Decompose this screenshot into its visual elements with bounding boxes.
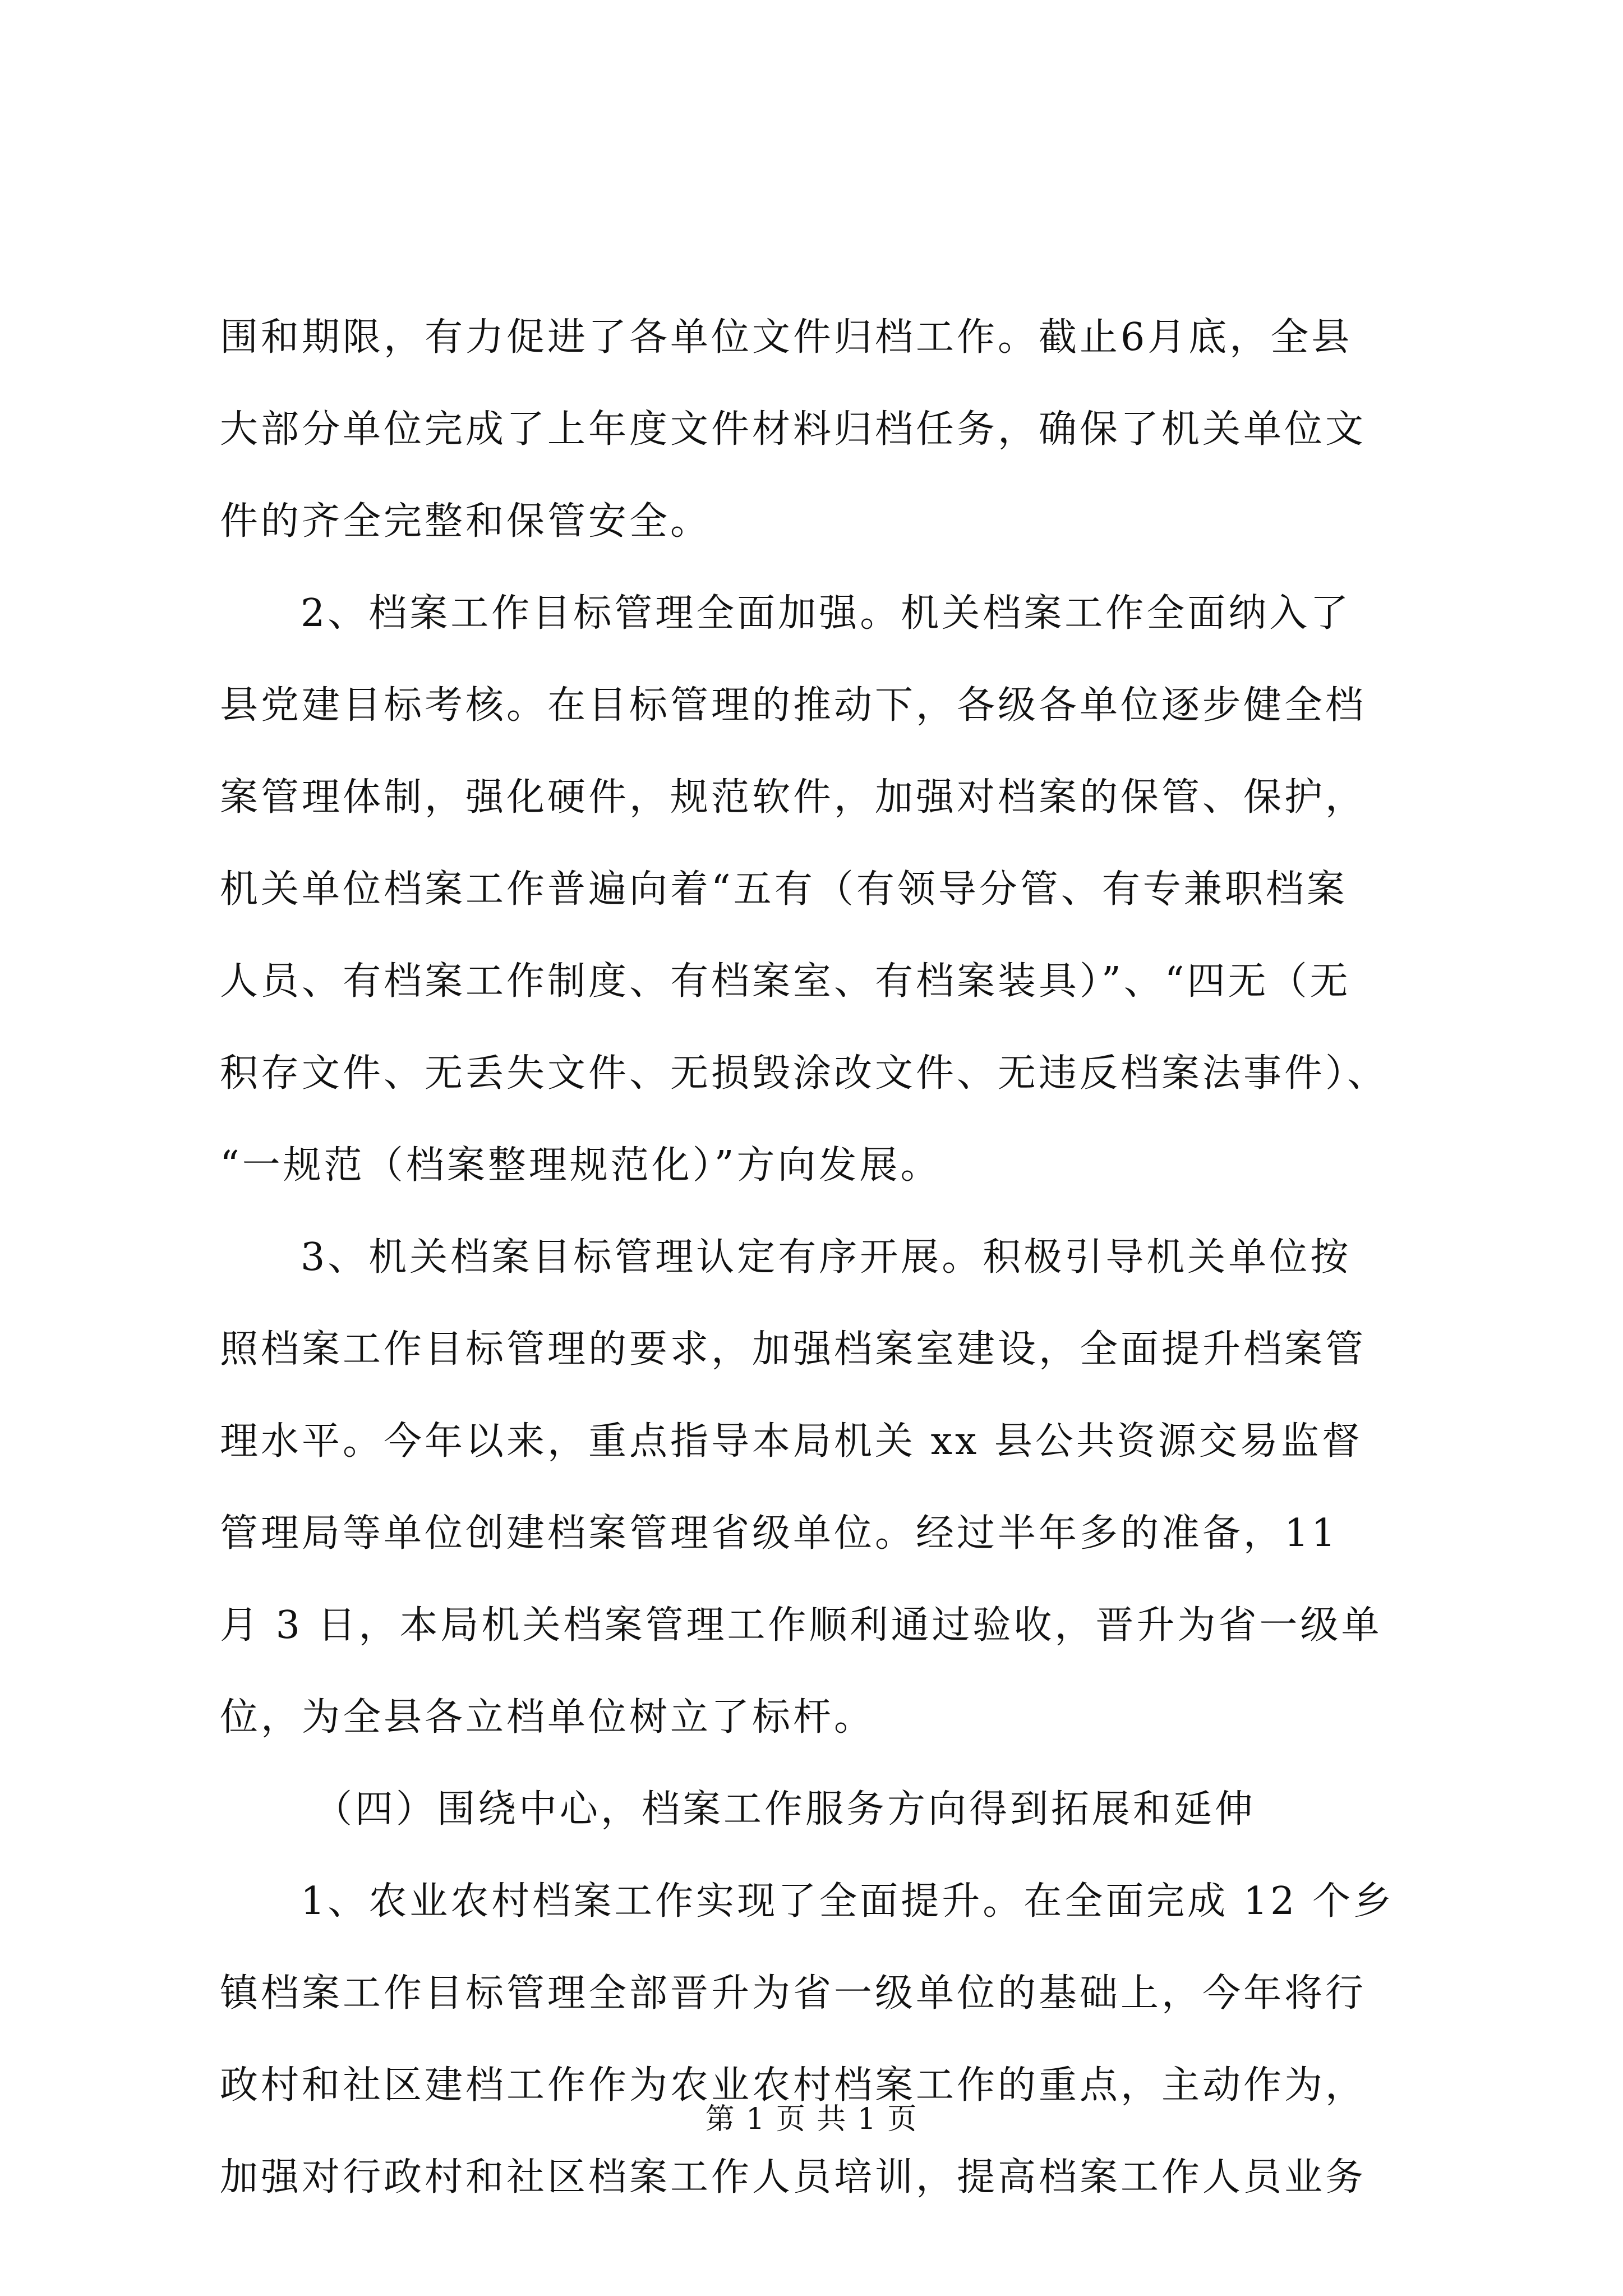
text-line: 积存文件、无丢失文件、无损毁涂改文件、无违反档案法事件）、 xyxy=(220,1051,1389,1096)
section-heading: （四）围绕中心，档案工作服务方向得到拓展和延伸 xyxy=(314,1787,1256,1832)
body-text xyxy=(220,292,1408,2224)
text-line: 照档案工作目标管理的要求，加强档案室建设，全面提升档案管 xyxy=(220,1327,1367,1372)
paragraph-start-line: 1、农业农村档案工作实现了全面提升。在全面完成 12 个乡 xyxy=(301,1879,1395,1924)
text-line: 机关单位档案工作普遍向着“五有（有领导分管、有专兼职档案 xyxy=(220,867,1348,912)
text-line: 件的齐全完整和保管安全。 xyxy=(220,499,712,544)
text-line: 镇档案工作目标管理全部晋升为省一级单位的基础上，今年将行 xyxy=(220,1971,1367,2016)
text-line: 人员、有档案工作制度、有档案室、有档案装具）”、“四无（无 xyxy=(220,959,1351,1004)
text-line: 案管理体制，强化硬件，规范软件，加强对档案的保管、保护， xyxy=(220,775,1367,820)
text-line: 围和期限，有力促进了各单位文件归档工作。截止6月底，全县 xyxy=(220,315,1353,360)
text-line: 位，为全县各立档单位树立了标杆。 xyxy=(220,1695,875,1740)
text-line: 加强对行政村和社区档案工作人员培训，提高档案工作人员业务 xyxy=(220,2155,1367,2200)
text-line: 月 3 日，本局机关档案管理工作顺利通过验收，晋升为省一级单 xyxy=(220,1603,1382,1648)
page-footer xyxy=(0,2097,1623,2142)
page-number-label: 第 1 页 共 1 页 xyxy=(705,2102,918,2136)
paragraph-start-line: 3、机关档案目标管理认定有序开展。积极引导机关单位按 xyxy=(301,1235,1352,1280)
paragraph-start-line: 2、档案工作目标管理全面加强。机关档案工作全面纳入了 xyxy=(301,591,1352,636)
text-line: “一规范（档案整理规范化）”方向发展。 xyxy=(220,1143,942,1188)
text-line: 政村和社区建档工作作为农业农村档案工作的重点，主动作为， xyxy=(220,2063,1367,2108)
text-line: 县党建目标考核。在目标管理的推动下，各级各单位逐步健全档 xyxy=(220,683,1367,728)
text-line: 理水平。今年以来，重点指导本局机关 xx 县公共资源交易监督 xyxy=(220,1419,1363,1464)
text-line: 管理局等单位创建档案管理省级单位。经过半年多的准备，11 xyxy=(220,1511,1339,1556)
text-line: 大部分单位完成了上年度文件材料归档任务，确保了机关单位文 xyxy=(220,407,1367,452)
